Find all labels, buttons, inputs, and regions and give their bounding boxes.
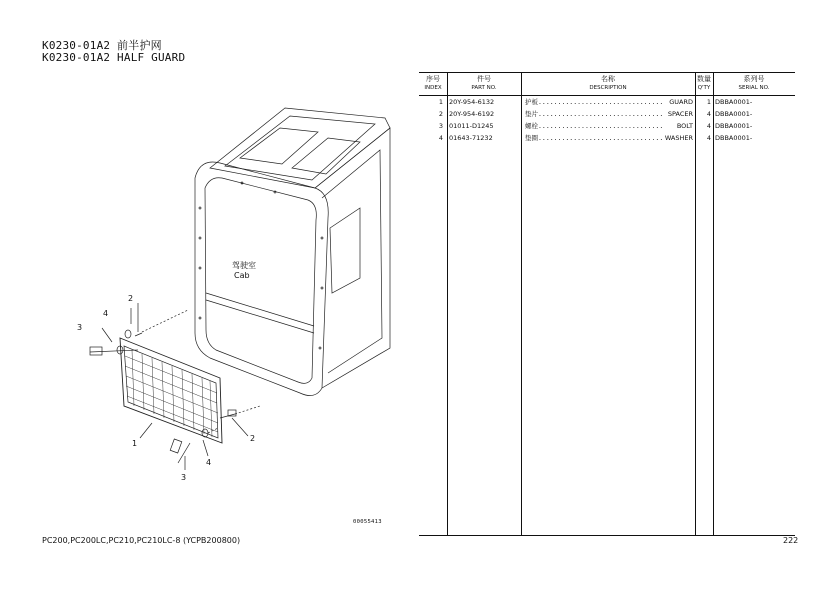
callout-1: 1 [132, 439, 138, 448]
figure-number: 00055413 [353, 519, 382, 525]
row-serial: DBBA0001- [715, 122, 753, 130]
row-serial: DBBA0001- [715, 110, 753, 118]
row-part-no: 20Y-954-6132 [449, 98, 495, 106]
table-row [419, 120, 795, 132]
row-qty: 4 [706, 122, 711, 130]
row-serial: DBBA0001- [715, 98, 753, 106]
row-part-no: 01011-D1245 [449, 122, 494, 130]
header-part-no: 件号 PART NO. [471, 75, 497, 91]
table-row [419, 132, 795, 144]
footer-models: PC200,PC200LC,PC210,PC210LC-8 (YCPB200800) [42, 536, 241, 545]
row-description: 螺栓................................ BOLT [525, 122, 693, 130]
row-description: 垫片................................ SPACER [525, 110, 693, 118]
callout-3-top: 3 [77, 323, 83, 332]
page-number: 222 [783, 536, 799, 545]
row-index: 2 [438, 110, 443, 118]
callout-4-bottom: 4 [206, 458, 212, 467]
table-header [419, 73, 795, 96]
cab-label-en: Cab [234, 271, 250, 280]
row-index: 3 [438, 122, 443, 130]
exploded-view-illustration [60, 88, 400, 528]
header-qty: 数量 Q'TY [697, 75, 711, 91]
callout-2-bottom: 2 [250, 434, 256, 443]
row-index: 1 [438, 98, 443, 106]
row-qty: 4 [706, 134, 711, 142]
row-index: 4 [438, 134, 443, 142]
row-serial: DBBA0001- [715, 134, 753, 142]
row-part-no: 20Y-954-6192 [449, 110, 495, 118]
page-title-en: K0230-01A2 HALF GUARD [42, 51, 186, 64]
callout-4-top: 4 [103, 309, 109, 318]
parts-table [419, 72, 795, 536]
table-row [419, 108, 795, 120]
row-description: 护板................................ GUARD [525, 98, 693, 106]
page-title-cn: K0230-01A2 前半护网 [42, 39, 162, 52]
row-part-no: 01643-71232 [449, 134, 493, 142]
row-qty: 4 [706, 110, 711, 118]
header-description: 名称 DESCRIPTION [589, 75, 627, 91]
header-index: 序号 INDEX [424, 75, 442, 91]
callout-2-top: 2 [128, 294, 134, 303]
callout-3-bottom: 3 [181, 473, 187, 482]
row-description: 垫圈................................ WASHER [525, 134, 693, 142]
header-serial: 系列号 SERIAL NO. [738, 75, 770, 91]
cab-label-cn: 驾驶室 [232, 261, 256, 270]
row-qty: 1 [706, 98, 711, 106]
table-row [419, 96, 795, 108]
